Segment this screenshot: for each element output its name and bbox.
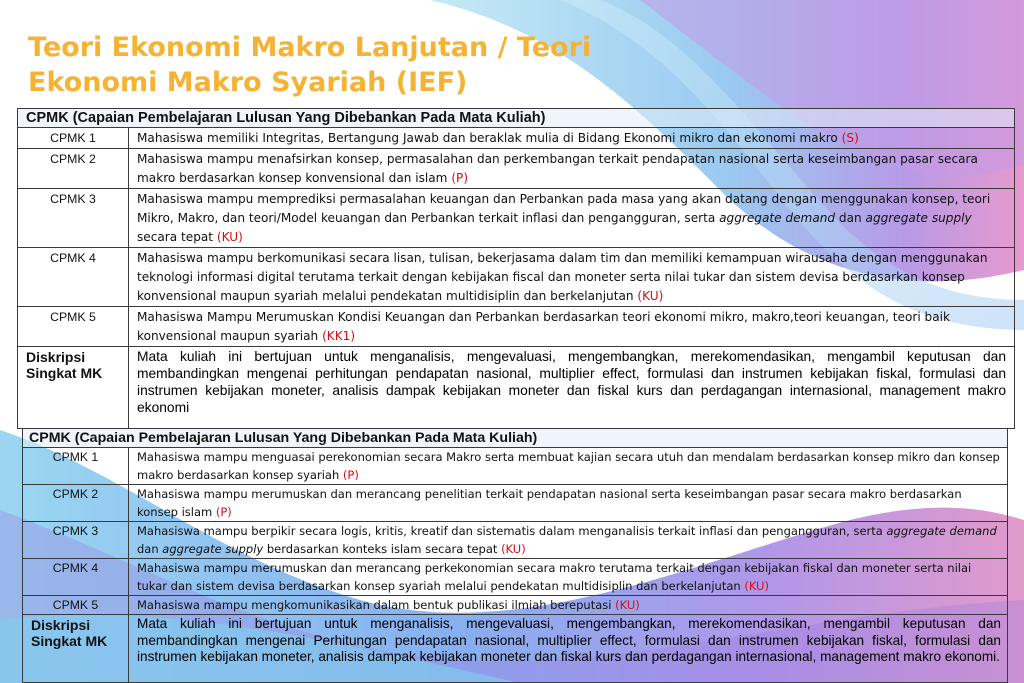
cpmk-text (129, 307, 1015, 347)
cpmk-text (129, 522, 1008, 559)
cpmk-text (129, 128, 1015, 149)
cpmk-text-body: Mahasiswa mampu berkomunikasi secara lisan, tulisan, bekerjasama dalam tim dan memiliki kemampuan wirausaha dengan menggunakan teknologi informasi digital terutama terkait dengan kebijakan fiscal dan moneter serta nilai tukar dan sistem devisa berdasarkan konsep konvensional maupun syariah melalui pendekatan multidisiplin dan berkelanjutan (137, 251, 988, 303)
cpmk-text-body: Mahasiswa mampu memprediksi permasalahan keuangan dan Perbankan pada masa yang akan datang dengan menggunakan konsep, teori Mikro, Makro, dan teori/Model keuangan dan Perbankan terkait inflasi dan pengangguran, serta (137, 192, 991, 225)
description-text: Mata kuliah ini bertujuan untuk menganalisis, mengevaluasi, mengembangkan, merekomendasikan, mengambil keputusan dan membandingkan mengenai Perhitungan pendapatan nasional, multiplier effect, formulasi dan instrumen kebijakan fiskal, formulasi dan instrumen kebijakan moneter, analisis dampak kebijakan moneter dan fiskal kurs dan perdagangan internasional, management makro ekonomi. (129, 615, 1008, 683)
cpmk-code: CPMK 4 (23, 559, 129, 596)
cpmk-text (129, 559, 1008, 596)
cpmk-text-italic: aggregate supply (162, 542, 264, 556)
cpmk-text-body: Mahasiswa memiliki Integritas, Bertangung Jawab dan beraklak mulia di Bidang Ekonomi mikro dan ekonomi makro (137, 131, 838, 145)
cpmk-tag: (KU) (615, 598, 640, 612)
cpmk-text-body: Mahasiswa mampu mengkomunikasikan dalam bentuk publikasi ilmiah bereputasi (137, 598, 612, 612)
table-header: CPMK (Capaian Pembelajaran Lulusan Yang Dibebankan Pada Mata Kuliah) (18, 109, 1015, 128)
cpmk-text-body: dan (835, 211, 866, 225)
cpmk-code: CPMK 2 (18, 149, 129, 189)
cpmk-tag: (P) (215, 505, 232, 519)
cpmk-table-2 (22, 428, 1008, 683)
cpmk-code: CPMK 3 (23, 522, 129, 559)
cpmk-code: CPMK 3 (18, 189, 129, 248)
cpmk-text-body: dan (137, 542, 163, 556)
cpmk-tag: (KU) (216, 230, 243, 244)
cpmk-code: CPMK 1 (23, 448, 129, 485)
cpmk-text (129, 448, 1008, 485)
cpmk-code: CPMK 2 (23, 485, 129, 522)
cpmk-code: CPMK 4 (18, 248, 129, 307)
cpmk-tag: (KU) (637, 289, 664, 303)
cpmk-code: CPMK 5 (18, 307, 129, 347)
cpmk-text (129, 189, 1015, 248)
description-label: Diskripsi Singkat MK (23, 615, 129, 683)
cpmk-text-body: secara tepat (137, 230, 214, 244)
cpmk-text-body: Mahasiswa mampu menguasai perekonomian secara Makro serta membuat kajian secara utuh dan mendalam berdasarkan konsep mikro dan konsep makro berdasarkan konsep syariah (137, 450, 1000, 482)
description-label: Diskripsi Singkat MK (18, 347, 129, 429)
cpmk-text-body: Mahasiswa mampu menafsirkan konsep, permasalahan dan perkembangan terkait pendapatan nasional serta keseimbangan pasar secara makro berdasarkan konsep konvensional dan islam (137, 152, 978, 185)
table-header: CPMK (Capaian Pembelajaran Lulusan Yang Dibebankan Pada Mata Kuliah) (23, 429, 1008, 448)
cpmk-text (129, 596, 1008, 615)
cpmk-code: CPMK 1 (18, 128, 129, 149)
cpmk-text-body: berdasarkan konteks islam secara tepat (263, 542, 498, 556)
cpmk-text-body: Mahasiswa mampu berpikir secara logis, kritis, kreatif dan sistematis dalam menganalisis terkait inflasi dan pengangguran, serta (137, 524, 887, 538)
cpmk-tag: (KU) (501, 542, 526, 556)
cpmk-text-body: Mahasiswa mampu merumuskan dan merancang perkekonomian secara makro terutama terkait dengan kebijakan fiskal dan moneter serta nilai tukar dan sistem devisa berdasarkan konsep syariah melalui pendekatan multidisiplin dan berkelanjutan (137, 561, 972, 593)
cpmk-text-body: Mahasiswa mampu merumuskan dan merancang penelitian terkait pendapatan nasional serta keseimbangan pasar secara makro berdasarkan konsep islam (137, 487, 962, 519)
cpmk-text-body: Mahasiswa Mampu Merumuskan Kondisi Keuangan dan Perbankan berdasarkan teori ekonomi mikro, makro,teori keuangan, teori baik konvensional maupun syariah (137, 310, 951, 343)
cpmk-text (129, 248, 1015, 307)
cpmk-table-1 (17, 108, 1015, 429)
cpmk-code: CPMK 5 (23, 596, 129, 615)
cpmk-text-italic: aggregate supply (865, 211, 972, 225)
cpmk-tag: (KU) (744, 579, 769, 593)
cpmk-tag: (P) (451, 171, 469, 185)
cpmk-text (129, 149, 1015, 189)
cpmk-tag: (P) (342, 468, 359, 482)
cpmk-text-italic: aggregate demand (886, 524, 997, 538)
cpmk-text (129, 485, 1008, 522)
cpmk-text-italic: aggregate demand (719, 211, 836, 225)
cpmk-tag: (KK1) (322, 329, 356, 343)
page-title: Teori Ekonomi Makro Lanjutan / Teori Ekonomi Makro Syariah (IEF) (28, 32, 592, 98)
cpmk-tag: (S) (841, 131, 859, 145)
description-text: Mata kuliah ini bertujuan untuk menganalisis, mengevaluasi, mengembangkan, merekomendasikan, mengambil keputusan dan membandingkan mengenai perhitungan pendapatan nasional, multiplier effect, formulasi dan instrumen kebijakan fiskal, formulasi dan instrumen kebijakan moneter, analisis dampak kebijakan moneter dan fiskal kurs dan perdagangan internasional, management makro ekonomi (129, 347, 1015, 429)
